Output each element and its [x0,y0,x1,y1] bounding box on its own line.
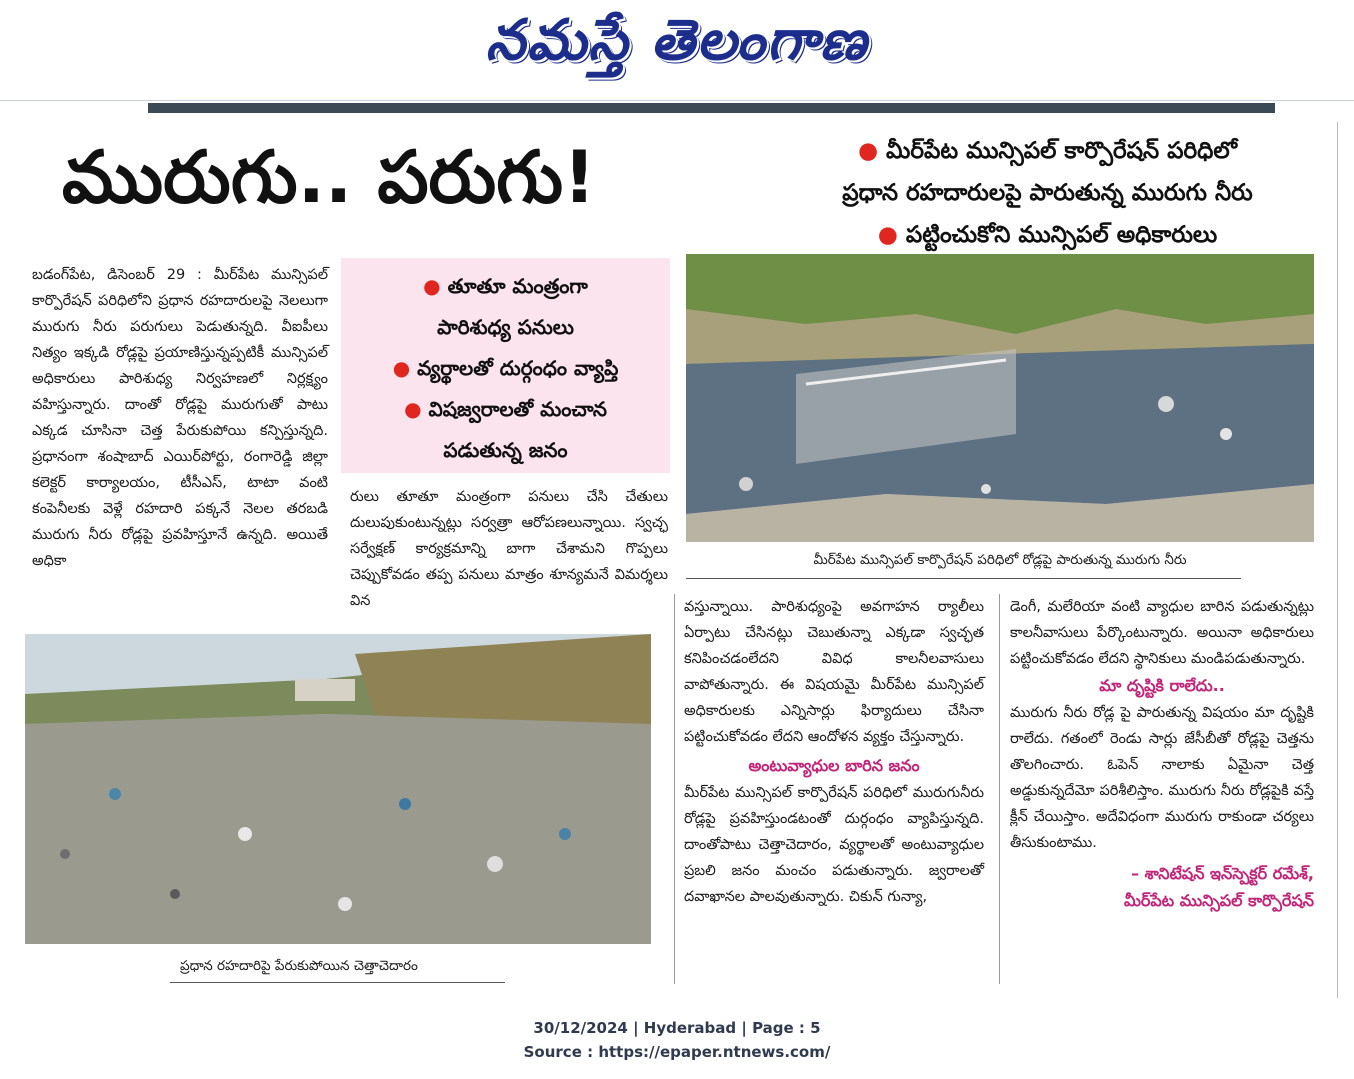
sewage-water-photo [686,254,1314,542]
highlight-line-2: పారిశుధ్య పనులు [437,315,574,339]
article-column-3 [684,594,984,910]
article-column-4-part-1: డెంగీ, మలేరియా వంటి వ్యాధుల బారిన పడుతున్నట్లు కాలనీవాసులు పేర్కొంటున్నారు. అయినా అధికారులు పట్టించుకోవడం లేదని స్థానికులు మండిపడుతున్నారు. [1010,599,1314,667]
bullet-icon: ● [392,356,418,380]
article-column-2: రులు తూతూ మంత్రంగా పనులు చేసి చేతులు దులుపుకుంటున్నట్లు సర్వత్రా ఆరోపణలున్నాయి. స్వచ్ఛ సర్వేక్షణ్‌ కార్యక్రమాన్ని బాగా చేశామని గొప్పలు చెప్పుకోవడం తప్ప పనులు మాత్రం శూన్యమనే విమర్శలు విన [350,489,668,609]
article-column-3-part-2: మీర్‌పేట మున్సిపల్‌ కార్పొరేషన్‌ పరిధిలో మురుగునీరు రోడ్లపై ప్రవహిస్తుండటంతో దుర్గంధం వ్యాపిస్తున్నది. దాంతోపాటు చెత్తాచెదారం, వ్యర్థాలతో అంటువ్యాధుల ప్రబలి జనం మంచం పడుతున్నారు. జ్వరాలతో దవాఖానల పాలవుతున్నారు. చికున్‌ గున్యా, [684,785,984,905]
page-right-rule [1337,122,1338,998]
bullet-icon: ● [857,138,887,164]
bullet-icon: ● [877,222,906,248]
caption-underline [686,578,1241,579]
column-rule [674,594,675,984]
highlight-box [341,258,670,473]
masthead-logo: నమస్తే తెలంగాణ [485,8,869,73]
garbage-road-photo [25,634,651,944]
section-subhead-epidemics: అంటువ్యాధుల బారిన జనం [748,756,920,775]
bullet-icon: ● [404,397,429,421]
article-column-4-part-2: మురుగు నీరు రోడ్ల పై పారుతున్న విషయం మా దృష్టికి రాలేదు. గతంలో రెండు సార్లు జేసీబీతో రోడ్లపై చెత్తను తొలగించారు. ఓపెన్‌ నాలాకు ఏమైనా చెత్త అడ్డుకున్నదేమో పరిశీలిస్తాం. మురుగు నీరు రోడ్లపైకి వస్తే క్లీన్‌ చేయిస్తాం. అదేవిధంగా మురుగు రాకుండా చర్యలు తీసుకుంటాము. [1010,705,1314,851]
photo2-caption: ప్రధాన రహదారిపై పేరుకుపోయిన చెత్తాచెదారం [180,958,418,974]
highlight-line-1: ● తూతూ మంత్రంగా [423,274,588,298]
highlight-line-5: పడుతున్న జనం [443,438,568,462]
subhead-line-3: ● పట్టించుకోని మున్సిపల్‌ అధికారులు [877,222,1218,248]
headline: మురుగు.. పరుగు! [62,135,596,219]
quote-name: – శానిటేషన్‌ ఇన్‌స్పెక్టర్‌ రమేశ్‌, [1131,864,1314,883]
column-rule [999,594,1000,984]
bullet-icon: ● [423,274,448,298]
quote-org: మీర్‌పేట మున్సిపల్‌ కార్పొరేషన్‌ [1123,891,1314,910]
highlight-line-4: ● విషజ్వరాలతో మంచాన [404,397,607,421]
footer-date-edition: 30/12/2024 | Hyderabad | Page : 5 [533,1019,821,1037]
sewage-photo-illustration [686,254,1314,542]
highlight-line-3: ● వ్యర్థాలతో దుర్గంధం వ్యాప్తి [392,356,619,380]
page-footer [0,1016,1354,1064]
masthead-hairline [0,100,1354,101]
photo1-caption: మీర్‌పేట మున్సిపల్‌ కార్పొరేషన్‌ పరిధిలో రోడ్లపై పారుతున్న మురుగు నీరు [813,552,1187,568]
header-divider-bar [148,103,1275,113]
subheads [760,130,1335,256]
quote-attribution [1010,860,1314,914]
masthead [0,0,1354,100]
subhead-line-1: ● మీర్‌పేట మున్సిపల్‌ కార్పొరేషన్‌ పరిధిలో [857,138,1238,164]
subhead-line-2: ప్రధాన రహదారులపై పారుతున్న మురుగు నీరు [842,180,1253,206]
article-column-1: బడంగ్‌పేట, డిసెంబర్‌ 29 : మీర్‌పేట మున్సిపల్‌ కార్పొరేషన్‌ పరిధిలోని ప్రధాన రహదారులపై నెలలుగా మురుగు నీరు పరుగులు పెడుతున్నది. వీఐపీలు నిత్యం ఇక్కడి రోడ్లపై ప్రయాణిస్తున్నప్పటికీ మున్సిపల్‌ అధికారులు పారిశుధ్య నిర్వహణలో నిర్లక్ష్యం వహిస్తున్నారు. దాంతో రోడ్లపై మురుగుతో పాటు ఎక్కడ చూసినా చెత్త పేరుకుపోయి కన్పిస్తున్నది. ప్రధానంగా శంషాబాద్‌ ఎయిర్‌పోర్టు, రంగారెడ్డి జిల్లా కలెక్టర్‌ కార్యాలయం, టీసీఎస్‌, టాటా వంటి కంపెనీలకు వెళ్లే రహదారి పక్కనే నెలల తరబడి మురుగు నీరు రోడ్లపై ప్రవహిస్తూనే ఉన్నది. అయితే అధికా [32,267,328,569]
caption-underline [170,982,505,983]
article-column-4 [1010,594,1314,914]
garbage-photo-illustration [25,634,651,944]
article-column-3-part-1: వస్తున్నాయి. పారిశుధ్యంపై అవగాహన ర్యాలీలు ఏర్పాటు చేసినట్లు చెబుతున్నా ఎక్కడా స్వచ్ఛత కనిపించడంలేదని వివిధ కాలనీలవాసులు వాపోతున్నారు. ఈ విషయమై మీర్‌పేట మున్సిపల్‌ అధికారులకు ఎన్నిసార్లు ఫిర్యాదులు చేసినా పట్టించుకోవడం లేదని ఆందోళన వ్యక్తం చేస్తున్నారు. [684,599,984,745]
section-subhead-official: మా దృష్టికి రాలేదు.. [1099,676,1225,695]
footer-source: Source : https://epaper.ntnews.com/ [523,1043,831,1061]
